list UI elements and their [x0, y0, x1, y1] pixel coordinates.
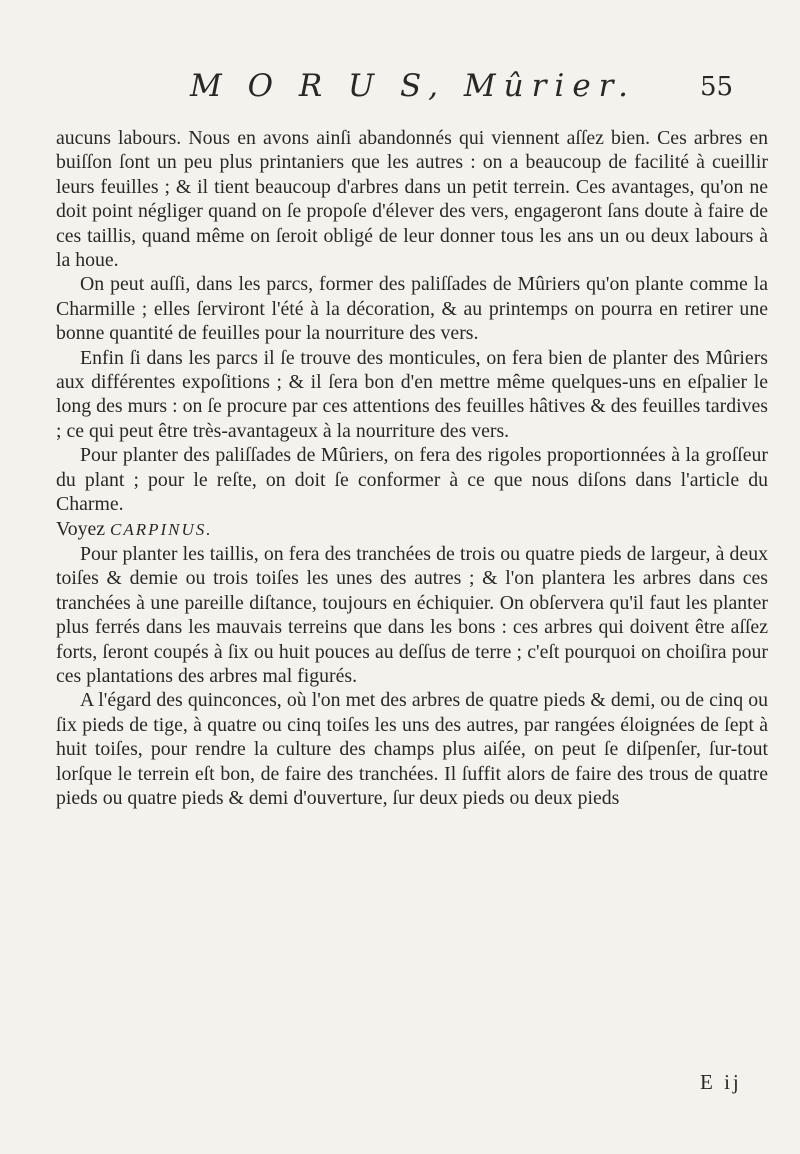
- body-text: [56, 126, 768, 810]
- paragraph-palissades: On peut auſſi, dans les parcs, former des paliſſades de Mûriers qu'on plante comme la Charmille ; elles ſerviront l'été à la décoration, & au printemps on pourra en retirer une bonne quantité de feuilles pour la nourriture des vers.: [56, 273, 768, 345]
- paragraph-monticules: Enfin ſi dans les parcs il ſe trouve des monticules, on fera bien de planter des Mûriers aux différentes expoſitions ; & il ſera bon d'en mettre même quelques-uns en eſpalier le long des murs : on ſe procure par ces attentions des feuilles hâtives & des feuilles tardives ; ce qui peut être très-avantageux à la nourriture des vers.: [56, 346, 768, 442]
- paragraph-continued: aucuns labours. Nous en avons ainſi abandonnés qui viennent aſſez bien. Ces arbres en buiſſon ſont un peu plus printaniers que les autres : on a beaucoup de facilité à cueillir leurs feuilles ; & il tient beaucoup d'arbres dans un petit terrein. Ces avantages, qu'on ne doit point négliger quand on ſe propoſe d'élever des vers, engageront ſans doute à faire de ces taillis, quand même on ſeroit obligé de leur donner tous les ans un ou deux labours à la houe.: [56, 127, 768, 272]
- page-number: 55: [700, 72, 734, 102]
- paragraph-taillis: Pour planter les taillis, on fera des tranchées de trois ou quatre pieds de largeur, à deux toiſes & demie ou trois toiſes les unes des autres ; & l'on plantera les arbres dans ces tranchées à une pareille diſtance, toujours en échiquier. On obſervera qu'il faut les planter plus ferrés dans les mauvais terreins que dans les bons : ces arbres qui doivent être aſſez forts, ſeront coupés à ſix ou huit pouces au deſſus de terre ; c'eſt pourquoi on choiſira pour ces plantations des arbres mal figurés.: [56, 542, 768, 687]
- paragraph-planter-palissades: Pour planter des paliſſades de Mûriers, on fera des rigoles proportionnées à la groſſeur du plant ; pour le reſte, on doit ſe conformer à ce que nous diſons dans l'article du Charme.: [56, 444, 768, 516]
- signature-mark: E ij: [700, 1070, 742, 1094]
- see-also-line: [56, 517, 768, 542]
- see-also-prefix: Voyez: [56, 517, 106, 540]
- see-also-reference: CARPINUS.: [110, 519, 213, 539]
- paragraph-quinconces: A l'égard des quinconces, où l'on met des arbres de quatre pieds & demi, ou de cinq ou ſix pieds de tige, à quatre ou cinq toiſes les uns des autres, par rangées éloignées de ſept à huit toiſes, pour rendre la culture des champs plus aiſée, on peut ſe diſpenſer, ſur-tout lorſque le terrein eſt bon, de faire des tranchées. Il ſuffit alors de faire des trous de quatre pieds ou quatre pieds & demi d'ouverture, ſur deux pieds ou deux pieds: [56, 689, 768, 809]
- running-title: M O R U S, Mûrier.: [190, 68, 636, 104]
- running-head: [0, 62, 800, 112]
